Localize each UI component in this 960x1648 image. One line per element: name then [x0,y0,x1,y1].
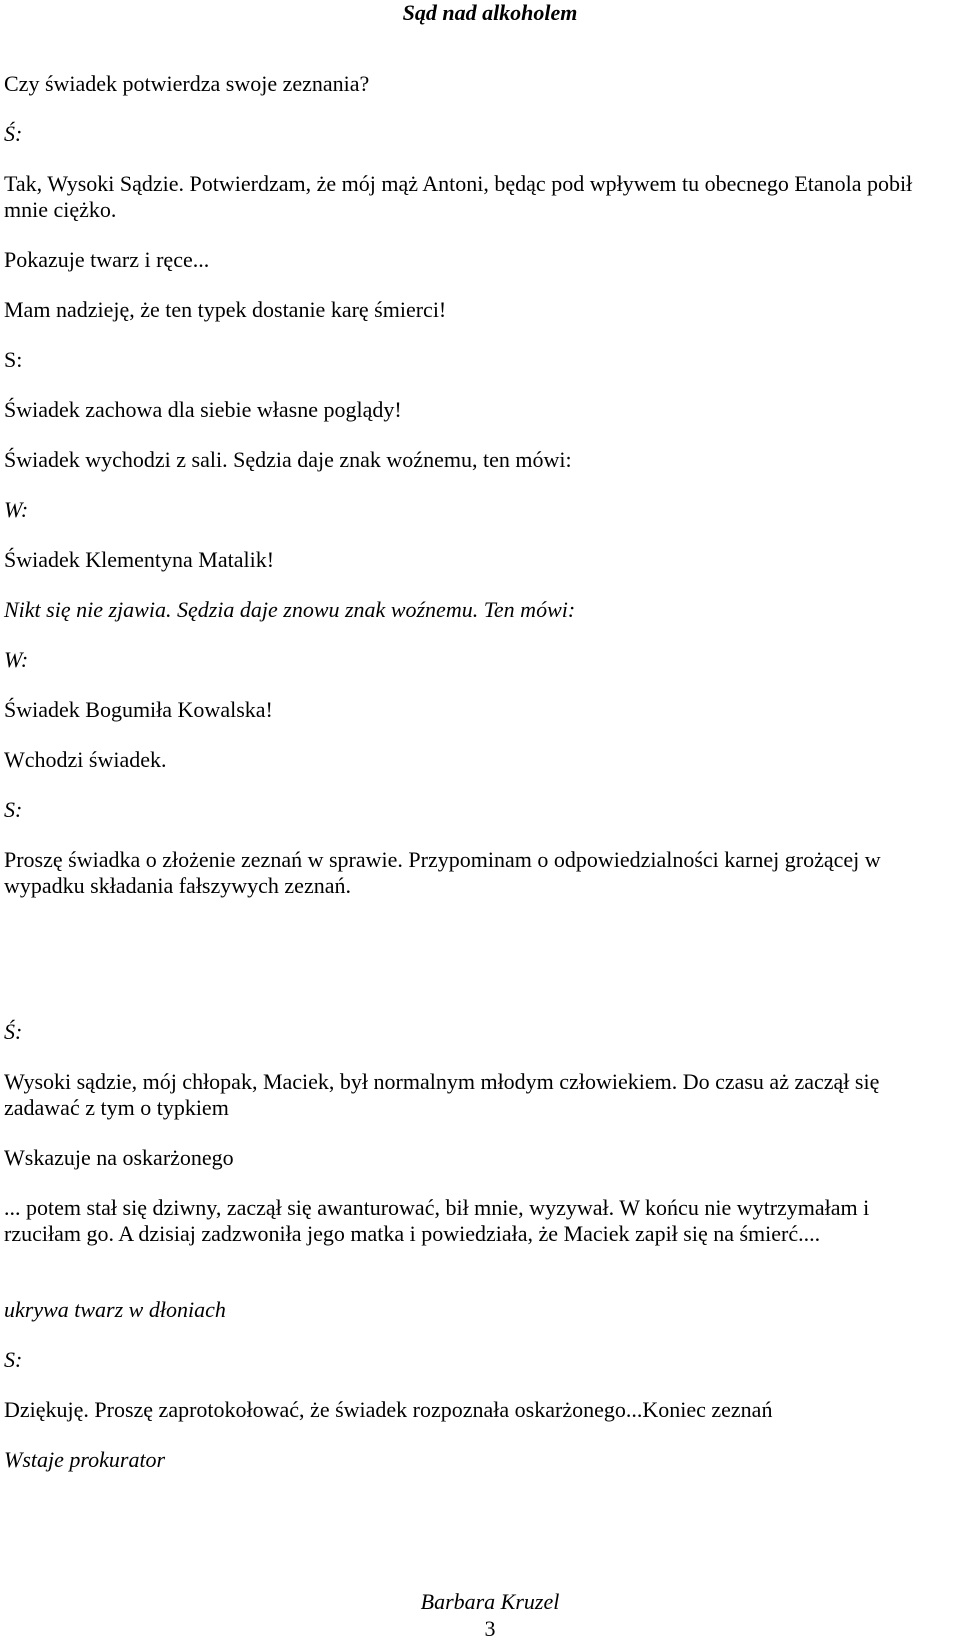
paragraph: Świadek Bogumiła Kowalska! [4,697,273,722]
paragraph: Czy świadek potwierdza swoje zeznania? [4,71,370,96]
speaker-label: S: [4,347,23,372]
paragraph: Świadek Klementyna Matalik! [4,547,275,572]
speaker-label: S: [4,1347,23,1372]
footer-author: Barbara Kruzel [420,1589,560,1614]
paragraph: Wchodzi świadek. [4,747,167,772]
paragraph: Pokazuje twarz i ręce... [4,247,210,272]
paragraph: Proszę świadka o złożenie zeznań w sprawie. Przypominam o odpowiedzialności karnej grożącej w wypadku składania fałszywych zeznań. [4,847,881,898]
paragraph: ... potem stał się dziwny, zaczął się awanturować, bił mnie, wyzywał. W końcu nie wytrzymałam i rzuciłam go. A dzisiaj zadzwoniła jego matka i powiedziała, że Maciek zapił się na śmierć.... [4,1195,870,1246]
paragraph: Świadek wychodzi z sali. Sędzia daje znak woźnemu, ten mówi: [4,447,572,472]
speaker-label: W: [4,497,29,522]
paragraph: Tak, Wysoki Sądzie. Potwierdzam, że mój mąż Antoni, będąc pod wpływem tu obecnego Etanola pobił mnie ciężko. [4,171,913,222]
speaker-label: S: [4,797,23,822]
paragraph: Świadek zachowa dla siebie własne poglądy! [4,397,402,422]
stage-direction: Wstaje prokurator [4,1447,166,1472]
speaker-label: Ś: [4,1019,23,1044]
page-number: 3 [484,1616,496,1641]
document-title: Sąd nad alkoholem [402,0,578,25]
paragraph: Mam nadzieję, że ten typek dostanie karę śmierci! [4,297,447,322]
stage-direction: Nikt się nie zjawia. Sędzia daje znowu znak woźnemu. Ten mówi: [4,597,576,622]
paragraph: Dziękuję. Proszę zaprotokołować, że świadek rozpoznała oskarżonego...Koniec zeznań [4,1397,773,1422]
speaker-label: W: [4,647,29,672]
speaker-label: Ś: [4,121,23,146]
paragraph: Wskazuje na oskarżonego [4,1145,234,1170]
paragraph: Wysoki sądzie, mój chłopak, Maciek, był normalnym młodym człowiekiem. Do czasu aż zaczął się zadawać z tym o typkiem [4,1069,880,1120]
stage-direction: ukrywa twarz w dłoniach [4,1297,226,1322]
